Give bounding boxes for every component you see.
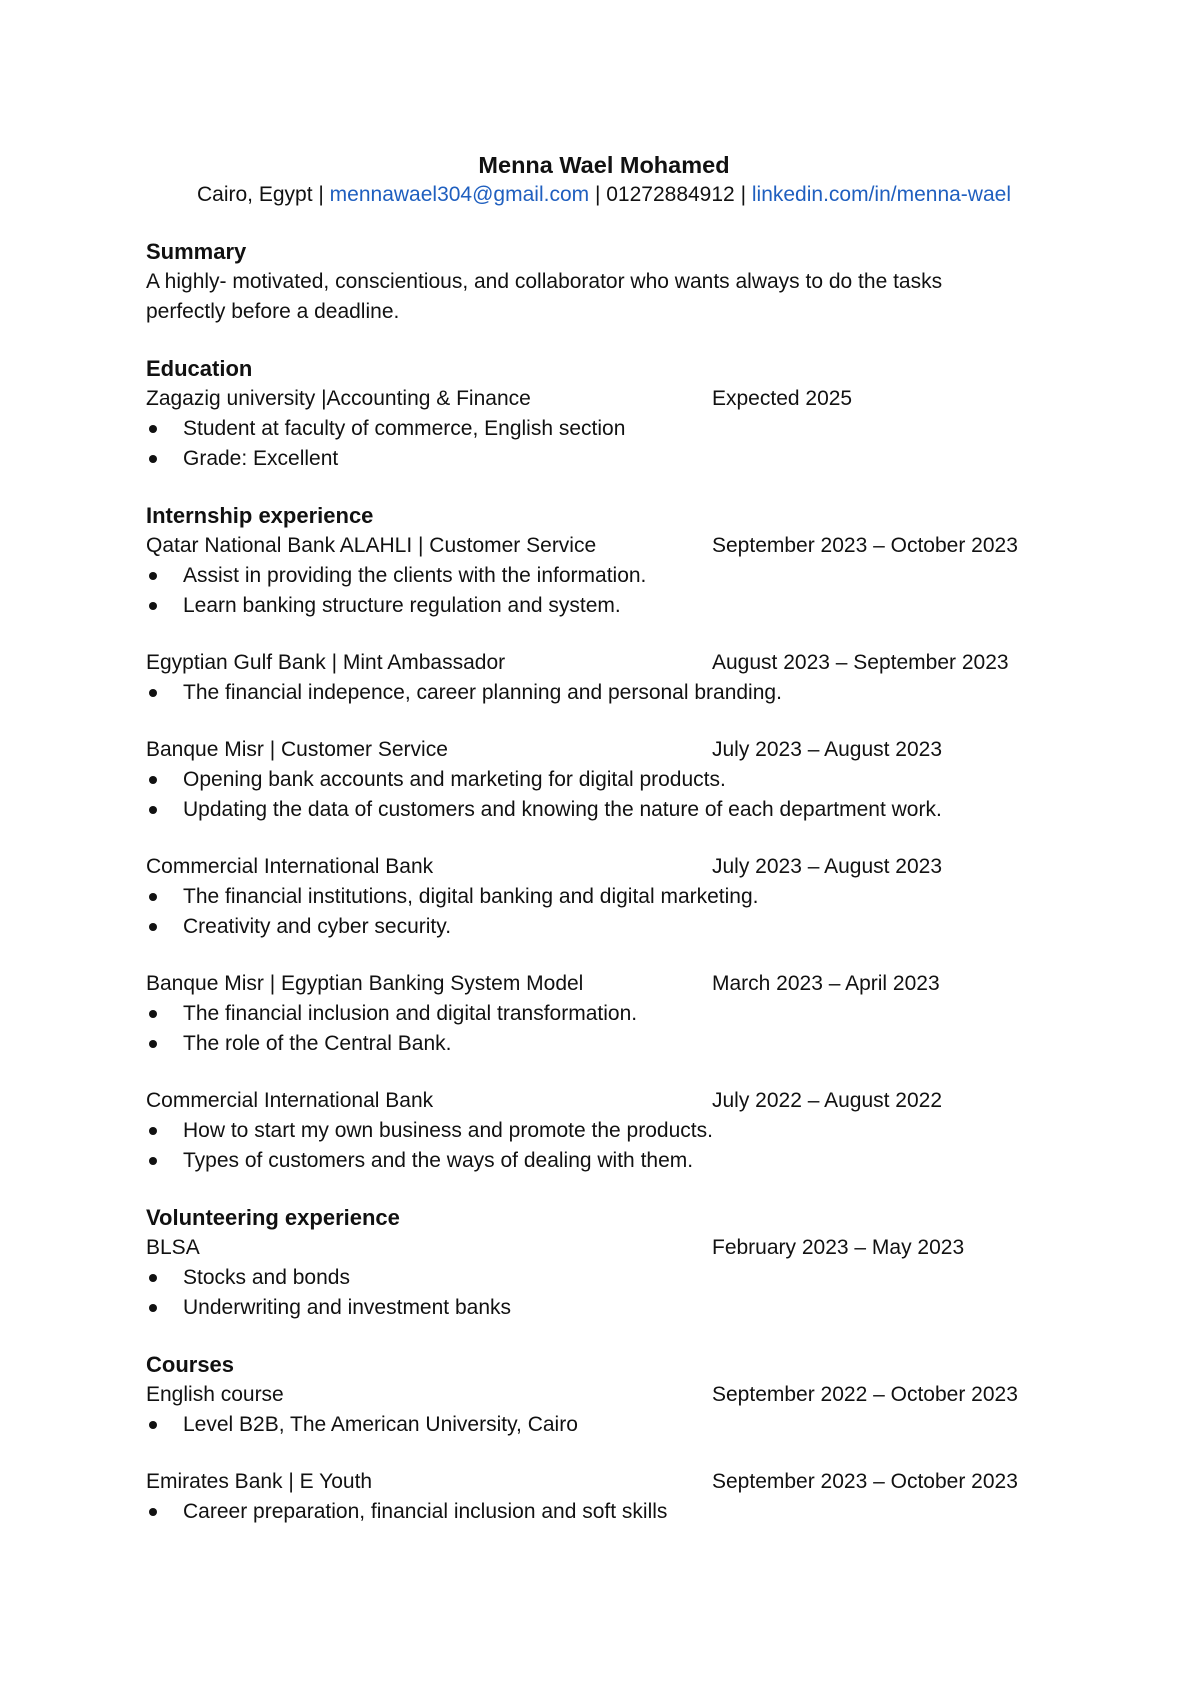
separator: | bbox=[312, 183, 330, 206]
entry-org: Banque Misr | Egyptian Banking System Model bbox=[146, 972, 584, 995]
internship-entry bbox=[146, 531, 1066, 561]
list-item: Career preparation, financial inclusion and soft skills bbox=[146, 1497, 1066, 1527]
entry-date: September 2022 – October 2023 bbox=[712, 1383, 1018, 1406]
bullet-icon bbox=[149, 602, 157, 610]
entry-org: Commercial International Bank bbox=[146, 1089, 434, 1112]
separator: | bbox=[734, 183, 752, 206]
list-item: Stocks and bonds bbox=[146, 1263, 1066, 1293]
volunteering-heading: Volunteering experience bbox=[146, 1205, 400, 1230]
summary-text-line: perfectly before a deadline. bbox=[146, 300, 400, 323]
entry-org: Emirates Bank | E Youth bbox=[146, 1470, 373, 1493]
bullet-icon bbox=[149, 1508, 157, 1516]
bullet-icon bbox=[149, 806, 157, 814]
education-entry bbox=[146, 384, 1066, 414]
course-entry bbox=[146, 1467, 1066, 1497]
bullet-icon bbox=[149, 455, 157, 463]
list-item: Underwriting and investment banks bbox=[146, 1293, 1066, 1323]
entry-org: Banque Misr | Customer Service bbox=[146, 738, 448, 761]
summary-heading: Summary bbox=[146, 239, 247, 264]
phone: 01272884912 bbox=[606, 183, 735, 206]
linkedin-link[interactable]: linkedin.com/in/menna-wael bbox=[751, 183, 1011, 206]
internship-bullets bbox=[146, 561, 1066, 621]
entry-org: English course bbox=[146, 1383, 284, 1406]
list-item: How to start my own business and promote the products. bbox=[146, 1116, 1066, 1146]
entry-org: Egyptian Gulf Bank | Mint Ambassador bbox=[146, 651, 506, 674]
entry-org: Qatar National Bank ALAHLI | Customer Service bbox=[146, 534, 597, 557]
entry-org: Commercial International Bank bbox=[146, 855, 434, 878]
education-heading: Education bbox=[146, 356, 253, 381]
list-item: Updating the data of customers and knowing the nature of each department work. bbox=[146, 795, 1066, 825]
bullet-icon bbox=[149, 1274, 157, 1282]
internship-entry bbox=[146, 648, 1066, 678]
internship-entry bbox=[146, 1086, 1066, 1116]
bullet-icon bbox=[149, 923, 157, 931]
list-item: The financial institutions, digital banking and digital marketing. bbox=[146, 882, 1066, 912]
entry-date: July 2023 – August 2023 bbox=[712, 738, 943, 761]
internship-entry bbox=[146, 735, 1066, 765]
entry-date: February 2023 – May 2023 bbox=[712, 1236, 965, 1259]
volunteering-bullets bbox=[146, 1263, 1066, 1323]
course-bullets bbox=[146, 1410, 1066, 1440]
separator: | bbox=[589, 183, 607, 206]
summary-text-line: A highly- motivated, conscientious, and collaborator who wants always to do the tasks bbox=[146, 270, 943, 293]
list-item: The role of the Central Bank. bbox=[146, 1029, 1066, 1059]
bullet-icon bbox=[149, 572, 157, 580]
internship-bullets bbox=[146, 999, 1066, 1059]
list-item: Creativity and cyber security. bbox=[146, 912, 1066, 942]
internship-bullets bbox=[146, 882, 1066, 942]
entry-date: September 2023 – October 2023 bbox=[712, 534, 1018, 557]
entry-date: August 2023 – September 2023 bbox=[712, 651, 1009, 674]
bullet-icon bbox=[149, 1127, 157, 1135]
list-item: Types of customers and the ways of dealing with them. bbox=[146, 1146, 1066, 1176]
list-item: The financial inclusion and digital transformation. bbox=[146, 999, 1066, 1029]
internship-bullets bbox=[146, 678, 1066, 708]
bullet-icon bbox=[149, 1010, 157, 1018]
location: Cairo, Egypt bbox=[196, 183, 313, 206]
bullet-icon bbox=[149, 776, 157, 784]
email-link[interactable]: mennawael304@gmail.com bbox=[329, 183, 590, 206]
list-item: Opening bank accounts and marketing for digital products. bbox=[146, 765, 1066, 795]
list-item: Student at faculty of commerce, English section bbox=[146, 414, 1066, 444]
bullet-icon bbox=[149, 689, 157, 697]
entry-org: BLSA bbox=[146, 1236, 200, 1259]
list-item: Grade: Excellent bbox=[146, 444, 1066, 474]
contact-line bbox=[146, 180, 1062, 210]
education-bullets bbox=[146, 414, 1066, 474]
list-item: Level B2B, The American University, Cairo bbox=[146, 1410, 1066, 1440]
entry-org: Zagazig university |Accounting & Finance bbox=[146, 387, 531, 410]
bullet-icon bbox=[149, 1304, 157, 1312]
resume-page bbox=[146, 150, 1066, 1527]
bullet-icon bbox=[149, 425, 157, 433]
entry-date: September 2023 – October 2023 bbox=[712, 1470, 1018, 1493]
list-item: The financial indepence, career planning and personal branding. bbox=[146, 678, 1066, 708]
course-bullets bbox=[146, 1497, 1066, 1527]
entry-date: July 2022 – August 2022 bbox=[712, 1089, 943, 1112]
resume-name: Menna Wael Mohamed bbox=[478, 152, 730, 178]
list-item: Learn banking structure regulation and system. bbox=[146, 591, 1066, 621]
entry-date: July 2023 – August 2023 bbox=[712, 855, 943, 878]
internship-bullets bbox=[146, 765, 1066, 825]
bullet-icon bbox=[149, 1040, 157, 1048]
list-item: Assist in providing the clients with the information. bbox=[146, 561, 1066, 591]
courses-heading: Courses bbox=[146, 1352, 235, 1377]
internship-entry bbox=[146, 969, 1066, 999]
entry-date: March 2023 – April 2023 bbox=[712, 972, 940, 995]
internship-heading: Internship experience bbox=[146, 503, 374, 528]
internship-entry bbox=[146, 852, 1066, 882]
course-entry bbox=[146, 1380, 1066, 1410]
volunteering-entry bbox=[146, 1233, 1066, 1263]
bullet-icon bbox=[149, 893, 157, 901]
entry-date: Expected 2025 bbox=[712, 387, 853, 410]
internship-bullets bbox=[146, 1116, 1066, 1176]
bullet-icon bbox=[149, 1421, 157, 1429]
bullet-icon bbox=[149, 1157, 157, 1165]
